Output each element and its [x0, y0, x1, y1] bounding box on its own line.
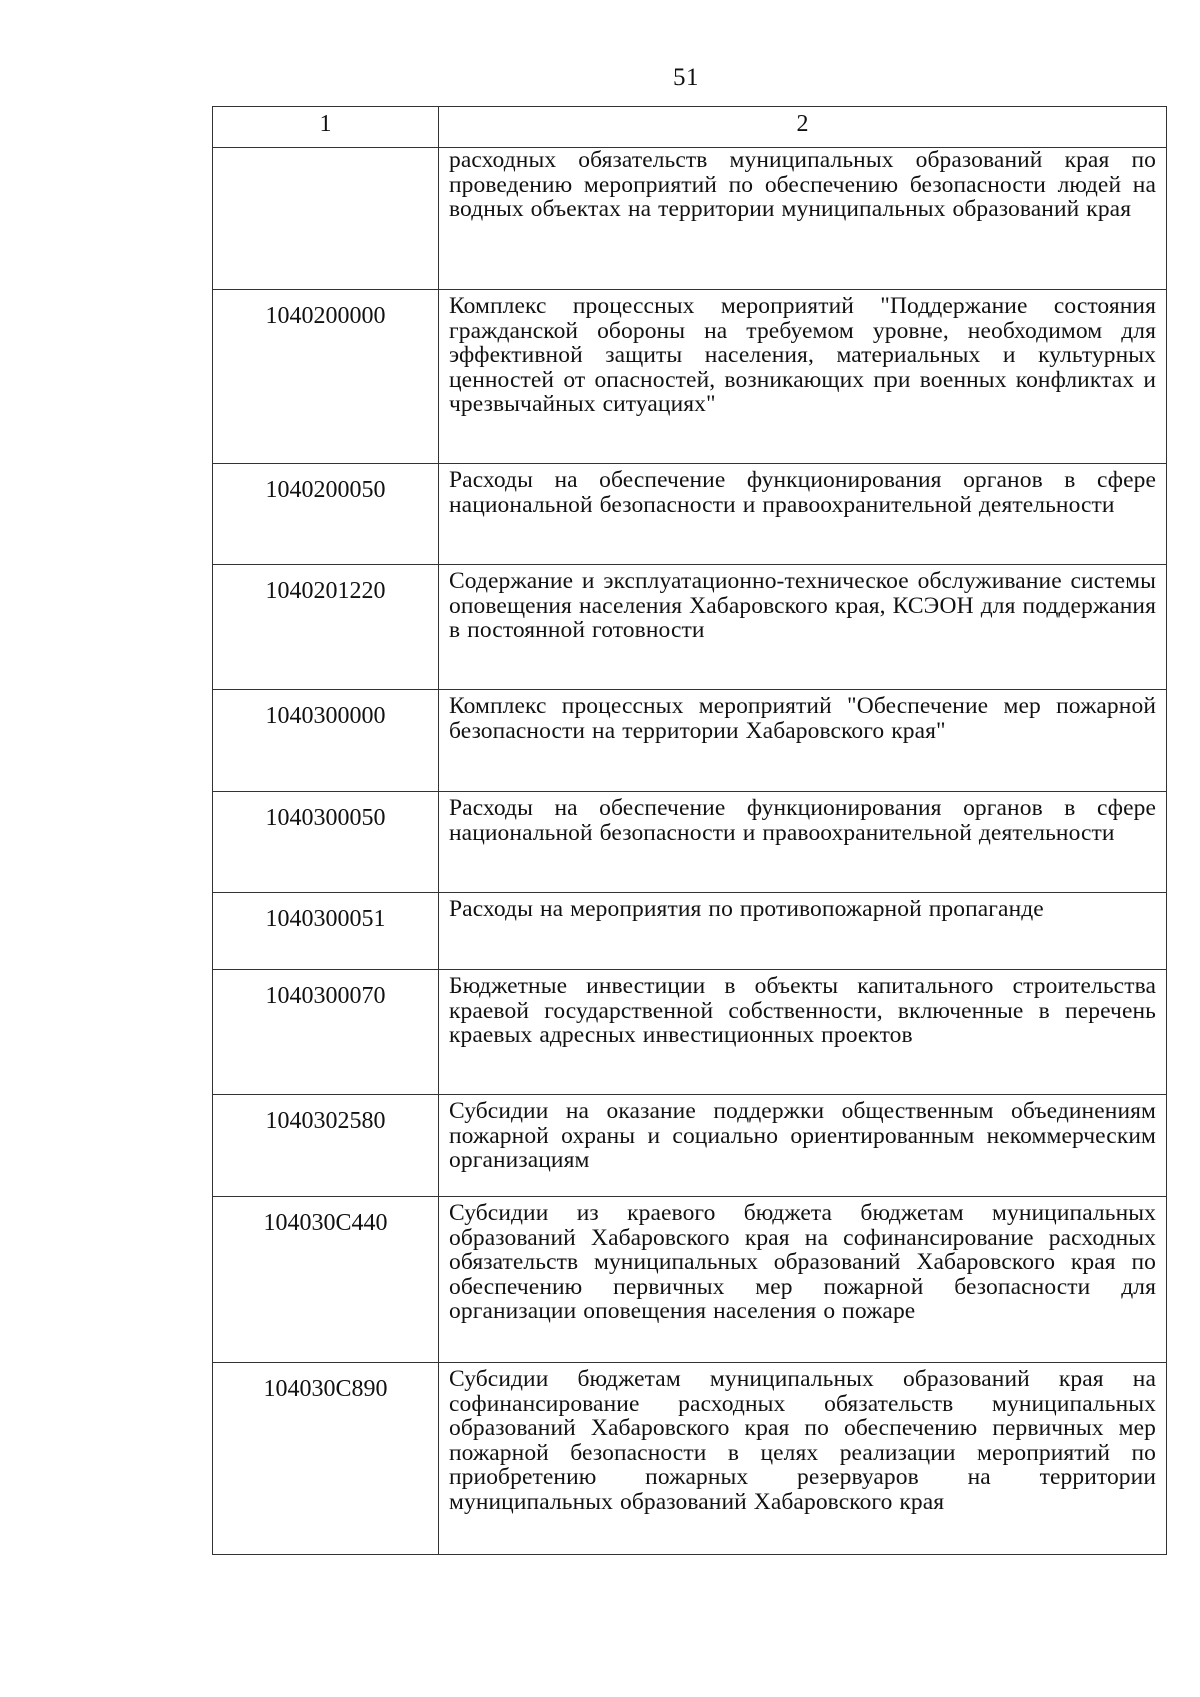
row-description: Субсидии из краевого бюджета бюджетам муниципальных образований Хабаровского края на софинансирование расходных обязательств муниципальных образований Хабаровского края по обеспечению первичных мер пожарной безопасности для организации оповещения населения о пожаре — [439, 1197, 1167, 1363]
table-row — [213, 970, 1167, 1095]
row-description: расходных обязательств муниципальных образований края по проведению мероприятий по обеспечению безопасности людей на водных объектах на территории муниципальных образований края — [439, 148, 1167, 290]
row-code: 1040201220 — [213, 565, 439, 690]
table-row — [213, 893, 1167, 970]
table-row — [213, 1095, 1167, 1197]
budget-classification-table — [212, 106, 1167, 1555]
table-row — [213, 464, 1167, 565]
table-row — [213, 148, 1167, 290]
row-description: Бюджетные инвестиции в объекты капитального строительства краевой государственной собственности, включенные в перечень краевых адресных инвестиционных проектов — [439, 970, 1167, 1095]
row-code: 1040300050 — [213, 792, 439, 893]
row-description: Расходы на мероприятия по противопожарной пропаганде — [439, 893, 1167, 970]
row-code: 1040300070 — [213, 970, 439, 1095]
table-row — [213, 690, 1167, 792]
row-code: 1040200000 — [213, 290, 439, 464]
table-header-row — [213, 107, 1167, 148]
row-code: 1040302580 — [213, 1095, 439, 1197]
row-description: Субсидии бюджетам муниципальных образований края на софинансирование расходных обязательств муниципальных образований Хабаровского края по обеспечению первичных мер пожарной безопасности в целях реализации мероприятий по приобретению пожарных резервуаров на территории муниципальных образований Хабаровского края — [439, 1363, 1167, 1555]
table-row — [213, 290, 1167, 464]
row-description: Субсидии на оказание поддержки общественным объединениям пожарной охраны и социально ориентированным некоммерческим организациям — [439, 1095, 1167, 1197]
table-row — [213, 792, 1167, 893]
page-number: 51 — [673, 64, 699, 91]
row-description: Расходы на обеспечение функционирования органов в сфере национальной безопасности и правоохранительной деятельности — [439, 792, 1167, 893]
row-description: Расходы на обеспечение функционирования органов в сфере национальной безопасности и правоохранительной деятельности — [439, 464, 1167, 565]
column-header-description: 2 — [439, 107, 1167, 148]
table-row — [213, 565, 1167, 690]
row-description: Комплекс процессных мероприятий "Поддержание состояния гражданской обороны на требуемом уровне, необходимом для эффективной защиты населения, материальных и культурных ценностей от опасностей, возникающих при военных конфликтах и чрезвычайных ситуациях" — [439, 290, 1167, 464]
table-row — [213, 1363, 1167, 1555]
row-description: Содержание и эксплуатационно-техническое обслуживание системы оповещения населения Хабаровского края, КСЭОН для поддержания в постоянной готовности — [439, 565, 1167, 690]
row-code: 104030С890 — [213, 1363, 439, 1555]
row-code: 1040200050 — [213, 464, 439, 565]
column-header-code: 1 — [213, 107, 439, 148]
table-row — [213, 1197, 1167, 1363]
row-description: Комплекс процессных мероприятий "Обеспечение мер пожарной безопасности на территории Хабаровского края" — [439, 690, 1167, 792]
row-code: 1040300051 — [213, 893, 439, 970]
row-code — [213, 148, 439, 290]
row-code: 104030С440 — [213, 1197, 439, 1363]
row-code: 1040300000 — [213, 690, 439, 792]
